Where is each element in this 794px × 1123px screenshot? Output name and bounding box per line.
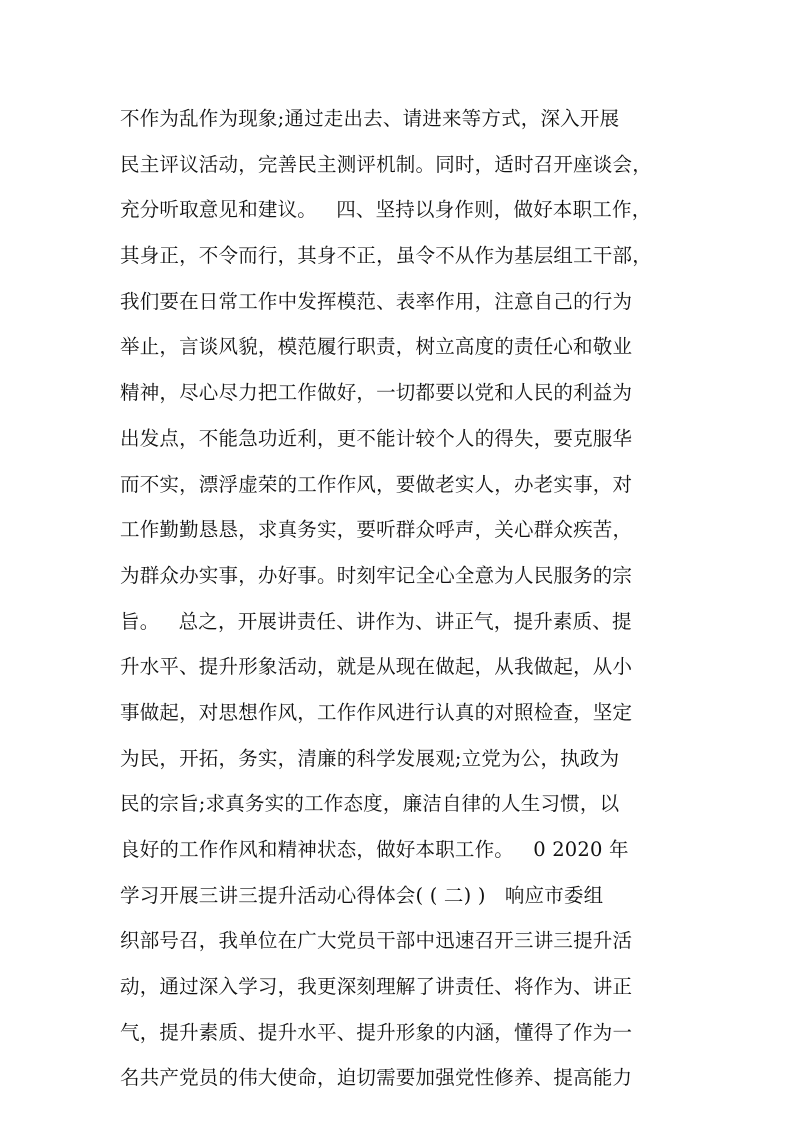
text-line: 学习开展三讲三提升活动心得体会( ( 二) ) 响应市委组	[120, 883, 604, 907]
text-line: 充分听取意见和建议。 四、坚持以身作则，做好本职工作，	[120, 198, 652, 222]
text-line: 不作为乱作为现象;通过走出去、请进来等方式，深入开展	[120, 107, 620, 130]
text-line: 织部号召，我单位在广大党员干部中迅速召开三讲三提升活	[120, 929, 633, 953]
text-line: 良好的工作作风和精神状态，做好本职工作。 0 2020 年	[120, 838, 629, 861]
text-line: 为群众办实事，办好事。时刻牢记全心全意为人民服务的宗	[120, 563, 633, 587]
text-line: 动，通过深入学习，我更深刻理解了讲责任、将作为、讲正	[120, 975, 633, 999]
text-line: 为民，开拓，务实，清廉的科学发展观;立党为公，执政为	[120, 746, 620, 770]
text-line: 升水平、提升形象活动，就是从现在做起，从我做起，从小	[120, 655, 633, 679]
text-line: 精神，尽心尽力把工作做好，一切都要以党和人民的利益为	[120, 381, 633, 405]
text-line: 气，提升素质、提升水平、提升形象的内涵，懂得了作为一	[120, 1020, 633, 1044]
text-line: 工作勤勤恳恳，求真务实，要听群众呼声，关心群众疾苦，	[120, 518, 633, 542]
text-line: 其身正，不令而行，其身不正，虽令不从作为基层组工干部，	[120, 244, 652, 268]
text-line: 出发点，不能急功近利，更不能计较个人的得失，要克服华	[120, 426, 633, 450]
text-line: 旨。 总之，开展讲责任、讲作为、讲正气，提升素质、提	[120, 609, 632, 633]
text-line: 民的宗旨;求真务实的工作态度，廉洁自律的人生习惯，以	[120, 792, 620, 816]
text-line: 民主评议活动，完善民主测评机制。同时，适时召开座谈会，	[120, 152, 652, 176]
text-line: 举止，言谈风貌，模范履行职责，树立高度的责任心和敬业	[120, 335, 633, 359]
text-line: 事做起，对思想作风，工作作风进行认真的对照检查，坚定	[120, 700, 633, 724]
text-line: 而不实，漂浮虚荣的工作作风，要做老实人，办老实事，对	[120, 472, 633, 496]
text-line: 我们要在日常工作中发挥模范、表率作用，注意自己的行为	[120, 289, 633, 313]
body-text	[120, 96, 680, 1101]
text-line: 名共产党员的伟大使命，迫切需要加强党性修养、提高能力	[120, 1066, 633, 1090]
